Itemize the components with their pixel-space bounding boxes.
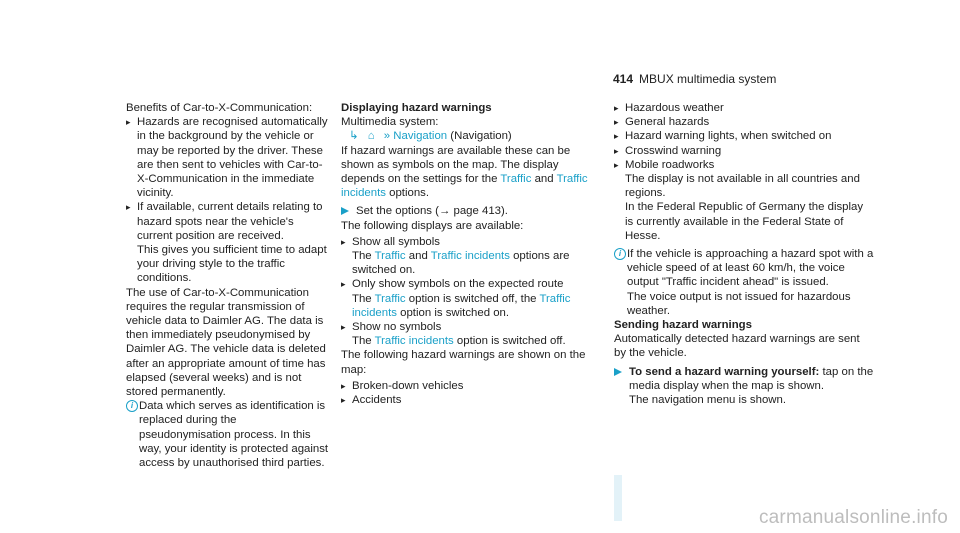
body-paragraph: The following hazard warnings are shown on the map: [341,349,586,376]
traffic-incidents-link[interactable]: Traffic incidents [374,335,454,348]
list-item: ▸ Show no symbols [341,320,601,334]
section-heading: Displaying hazard warnings [341,102,492,114]
list-item: ▸ Accidents [341,393,601,407]
chevron-icon: » [383,130,391,143]
page-header [613,72,776,86]
list-item: ▸ Mobile roadworks [614,158,874,172]
section-heading: Sending hazard warnings [614,319,752,332]
action-arrow-icon [614,368,622,376]
list-item: ▸ Only show symbols on the expected route [341,277,601,291]
list-item: ▸ If available, current details relating to hazard spots near the vehicle's current position are received. [126,200,331,243]
list-item: ▸ Show all symbols [341,235,601,249]
note [126,399,331,470]
action-step: Set the options (→ page 413). [341,204,601,218]
page-number: 414 [613,72,634,86]
nav-text: (Navigation) [450,130,512,143]
traffic-option-link[interactable]: Traffic [374,250,406,263]
traffic-option-link[interactable]: Traffic [374,292,406,305]
arrow-icon: ↳ [349,130,359,143]
intro-text: Benefits of Car-to-X-Communication: [126,102,313,114]
list-item-sub: The Traffic and Traffic incidents options are switched on. [352,250,570,277]
traffic-option-link[interactable]: Traffic [500,173,532,186]
note-text: The voice output is not issued for hazardous weather. [627,290,851,317]
list-item: ▸ Hazardous weather [614,101,874,115]
list-item: ▸ Broken-down vehicles [341,379,601,393]
navigation-link[interactable]: Navigation [393,130,448,143]
list-item: ▸ Crosswind warning [614,144,874,158]
system-label: Multimedia system: [341,116,439,129]
column-left [126,101,331,470]
list-item-sub: In the Federal Republic of Germany the display is currently available in the Federal State of Hesse. [625,201,864,242]
note-text: If the vehicle is approaching a hazard spot with a vehicle speed of at least 60 km/h, the voice output "Traffic incident ahead" is issued. [627,248,874,289]
note-text: Data which serves as identification is replaced during the pseudonymisation process. In this way, your identity is protected against access by unauthorised third parties. [139,400,329,470]
list-item-sub: The display is not available in all countries and regions. [625,173,860,200]
action-arrow-icon [341,207,349,215]
list-item-sub: The Traffic option is switched off, the Traffic incidents option is switched on. [352,292,571,319]
body-paragraph: The use of Car-to-X-Communication requires the regular transmission of vehicle data to Daimler AG. The data is then immediately pseudonymised by Daimler AG. The vehicle data is deleted after an appropriate amount of time has elapsed (several weeks) and is not stored permanently. [126,286,326,399]
action-highlight-bar [614,475,622,521]
list-item-sub: The Traffic incidents option is switched off. [352,335,566,348]
body-paragraph: If hazard warnings are available these can be shown as symbols on the map. The display depends on the settings for the Traffic and Traffic incidents options. [341,144,588,200]
list-item-sub: This gives you sufficient time to adapt your driving style to the traffic conditions. [137,244,327,285]
info-icon: i [126,400,138,412]
action-step-sub: The navigation menu is shown. [629,394,787,407]
body-paragraph: The following displays are available: [341,219,524,232]
action-step: To send a hazard warning yourself: tap on the media display when the map is shown. [614,365,874,393]
body-paragraph: Automatically detected hazard warnings are sent by the vehicle. [614,333,860,360]
home-icon: ⌂ [367,130,375,143]
nav-path [341,129,601,143]
traffic-incidents-link[interactable]: Traffic incidents [341,173,588,200]
list-item: ▸ Hazards are recognised automatically in the background by the vehicle or may be reported by the driver. These are then sent to vehicles with Car-to-X-Communication in the immediate vicinity. [126,115,331,200]
section-title: MBUX multimedia system [639,72,777,86]
traffic-incidents-link[interactable]: Traffic incidents [430,250,510,263]
list-item: ▸ Hazard warning lights, when switched on [614,129,874,143]
watermark: carmanualsonline.info [758,507,948,528]
column-right [614,101,874,407]
note [614,247,874,290]
info-icon: i [614,248,626,260]
traffic-incidents-link[interactable]: Traffic incidents [352,292,571,319]
list-item: ▸ General hazards [614,115,874,129]
column-middle [341,101,601,407]
